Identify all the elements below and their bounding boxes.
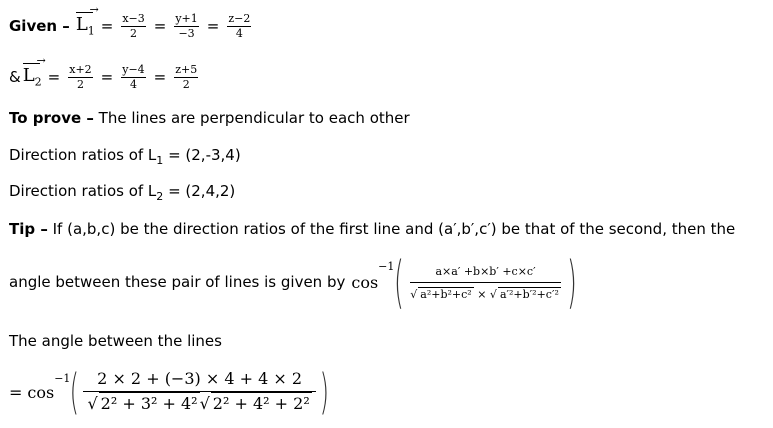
tip-line [9, 220, 735, 238]
fraction: $\frac{z-2}{4}$ [228, 11, 251, 40]
angle-formula: = cos $^{-1}$ ( $\frac{2 \times 2 + (-3) \times 4 + 4 \times 2}{\text{√ 2² + 3² + 4² √ 2² + 4² + 2²}}$ ) [9, 364, 330, 420]
tip-text-2: angle between these pair of lines is given by [9, 273, 346, 291]
tip-fraction: $\frac{a\times a' +b\times b' +c\times c'}{\text{√ a²+b²+c² × √ a′²+b′²+c′²}}$ [410, 264, 559, 301]
to-prove-text: The lines are perpendicular to each other [98, 109, 410, 127]
angle-heading: The angle between the lines [9, 332, 222, 350]
left-paren: ( [70, 364, 80, 420]
given-label: Given – [9, 17, 70, 35]
tip-text: If (a,b,c) be the direction ratios of the first line and (a′,b′,c′) be that of the second, then the [52, 220, 736, 238]
fraction: $\frac{y+1}{-3}$ [175, 11, 198, 40]
fraction: $\frac{z+5}{2}$ [175, 62, 198, 91]
right-paren: ) [319, 364, 330, 420]
to-prove-label: To prove – [9, 109, 94, 127]
tip-label: Tip – [9, 220, 48, 238]
given-line: Given – → $L_1$ = $\frac{x-3}{2}$ = $\frac{y+1}{-3}$ = $\frac{z-2}{4}$ [9, 3, 251, 40]
line-l2-symbol: → $L_2$ [22, 54, 46, 89]
fraction: $\frac{x-3}{2}$ [122, 11, 145, 40]
to-prove-line [9, 109, 410, 127]
tip-formula-line: angle between these pair of lines is given by cos $^{-1}$ ( $\frac{a\times a' +b\times b' +c\times c'}{\text{√ a²+b²+c² × √ a′²+b′²+c′²}}$ ) [9, 249, 577, 315]
angle-fraction: $\frac{2 \times 2 + (-3) \times 4 + 4 \times 2}{\text{√ 2² + 3² + 4² √ 2² + 4² + 2²}}$ [83, 369, 316, 415]
line2-equation: & → $L_2$ = $\frac{x+2}{2}$ = $\frac{y-4}{4}$ = $\frac{z+5}{2}$ [9, 54, 198, 91]
fraction: $\frac{x+2}{2}$ [69, 62, 92, 91]
left-paren: ( [394, 249, 405, 315]
line-l1-symbol: → $L_1$ [75, 3, 99, 38]
ampersand: & [9, 68, 21, 86]
direction-ratios-l2: Direction ratios of $L_2 = (2,4,2)$ [9, 182, 236, 203]
right-paren: ) [566, 249, 577, 315]
direction-ratios-l1: Direction ratios of $L_1 = (2,-3,4)$ [9, 146, 241, 167]
fraction: $\frac{y-4}{4}$ [122, 62, 145, 91]
